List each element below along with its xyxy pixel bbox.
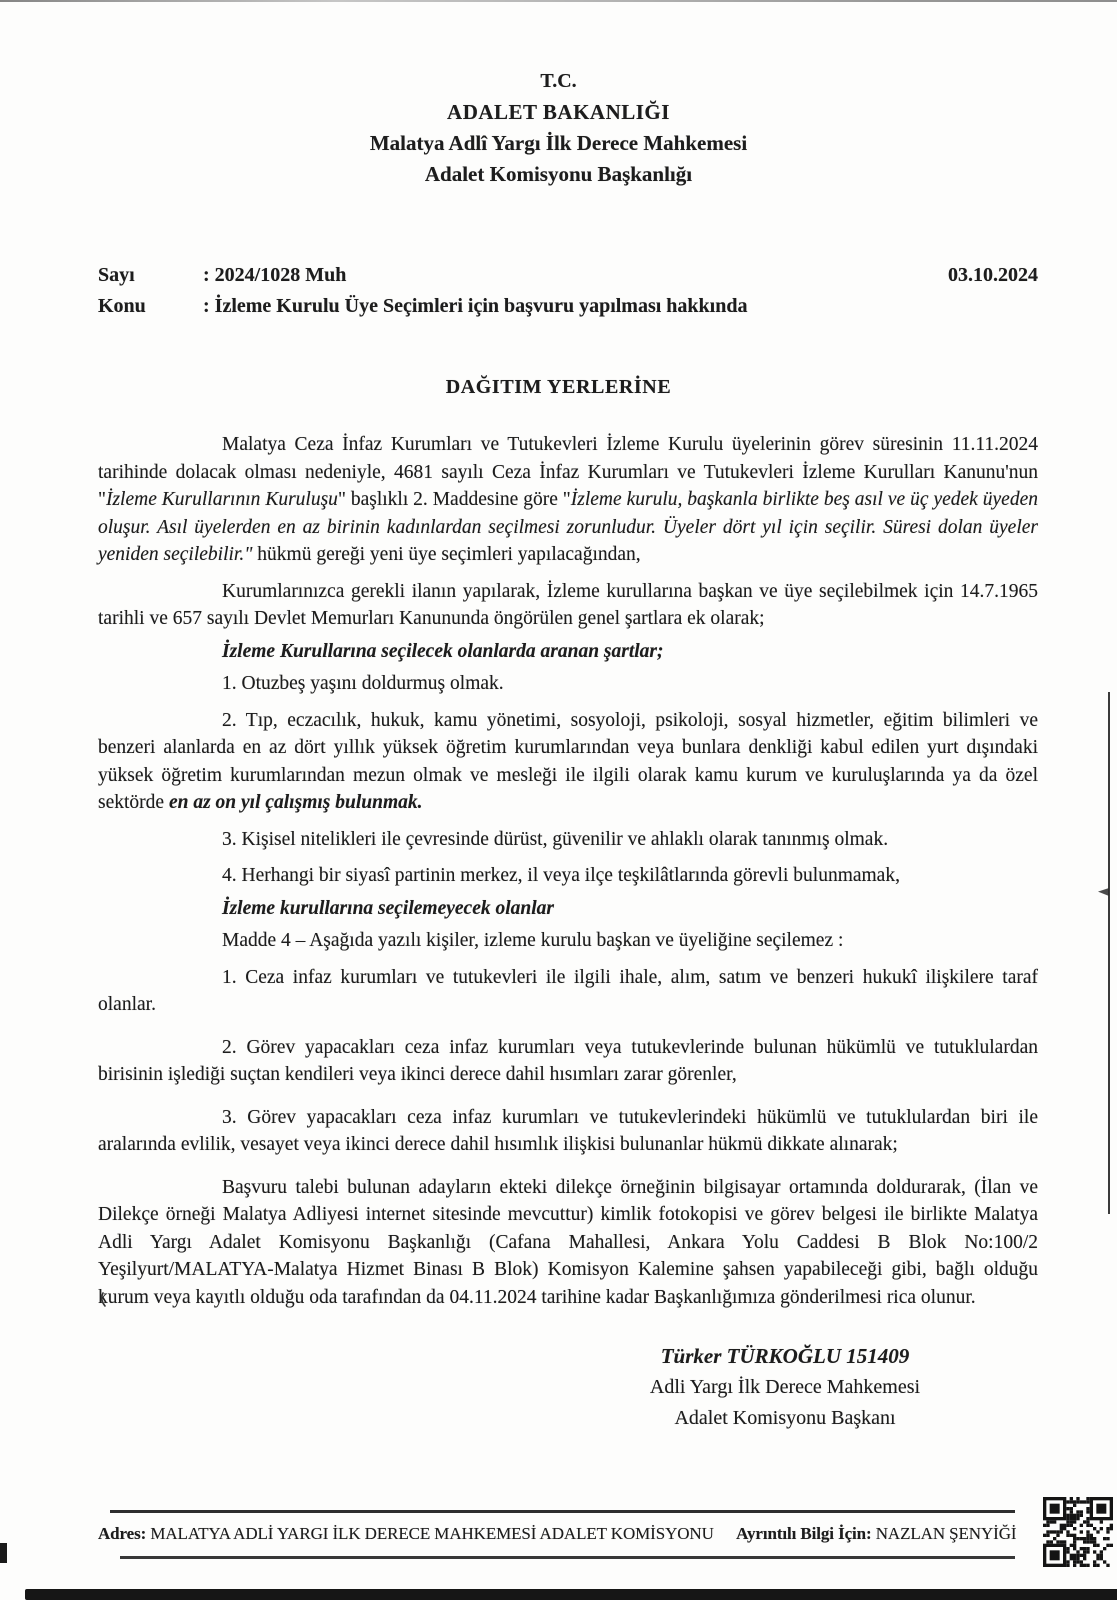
konu-row bbox=[98, 291, 1038, 322]
paragraph-segment: 3. Kişisel nitelikleri ile çevresinde dürüst, güvenilir ve ahlaklı olarak tanınmış olmak. bbox=[222, 828, 889, 850]
body-paragraph bbox=[98, 826, 1038, 854]
scan-artifact-bottom-bar bbox=[25, 1589, 1117, 1600]
body-paragraph bbox=[98, 578, 1038, 633]
scan-artifact-right-tick bbox=[1098, 888, 1109, 896]
paragraph-segment: 1. Otuzbeş yaşını doldurmuş olmak. bbox=[222, 673, 504, 694]
body-paragraph bbox=[98, 895, 1038, 923]
paragraph-segment: Malatya Ceza İnfaz Kurumları ve Tutukevleri İzleme Kurulu üyelerinin görev süresinin 11.11.2024 tarihinde dolacak olması nedeniyle, 4681 sayılı Ceza İnfaz Kurumları ve Tutukevleri İzleme Kurulları Kanunu'nun " bbox=[98, 434, 1038, 510]
body-paragraph bbox=[98, 927, 1038, 955]
paragraph-segment: İzleme kurullarına seçilemeyecek olanlar bbox=[222, 897, 555, 919]
footer-address: MALATYA ADLİ YARGI İLK DERECE MAHKEMESİ ADALET KOMİSYONU bbox=[150, 1524, 714, 1543]
paragraph-segment: Başvuru talebi bulunan adayların ekteki dilekçe örneğinin bilgisayar ortamında doldurarak, (İlan ve Dilekçe örneği Malatya Adliyesi internet sitesinde mevcuttur) kimlik fotokopisi ve görev belgesi ile birlikte Malatya Adli Yargı Adalet Komisyonu Başkanlığı (Cafana Mahallesi, Ankara Yolu Caddesi B Blok No:100/2 Yeşilyurt/MALATYA-Malatya Hizmet Binası B Blok) Komisyon Kalemine şahsen yapabileceği gibi, bağlı olduğu kurum veya kayıtlı olduğu oda tarafından da 04.11.2024 tarihine kadar Başkanlığımıza gönderilmesi rica olunur. bbox=[98, 1176, 1038, 1308]
qr-code-icon bbox=[1043, 1497, 1113, 1567]
sayi-row bbox=[98, 260, 1038, 291]
paragraph-segment: 3. Görev yapacakları ceza infaz kurumları ve tutukevlerindeki hükümlü ve tutuklulardan biri ile aralarında evlilik, vesayet veya ikinci derece dahil hısımlık ilişkisi bulunanlar hükmü dikkate alınarak; bbox=[98, 1106, 1038, 1155]
paragraph-segment: 4. Herhangi bir siyasî partinin merkez, il veya ilçe teşkilâtlarında görevli bulunmamak, bbox=[222, 865, 900, 886]
pen-mark bbox=[99, 1292, 109, 1308]
paragraph-segment: hükmü gereği yeni üye seçimleri yapılacağından, bbox=[252, 544, 641, 565]
document-date: 03.10.2024 bbox=[948, 264, 1038, 286]
document-body bbox=[98, 431, 1038, 1311]
distribution-heading: DAĞITIM YERLERİNE bbox=[445, 376, 672, 398]
paragraph-segment: İzleme Kurullarının Kuruluşu bbox=[105, 489, 338, 510]
paragraph-segment: Madde 4 – Aşağıda yazılı kişiler, izleme kurulu başkan ve üyeliğine seçilemez : bbox=[222, 930, 844, 951]
signatory-title-line1: Adli Yargı İlk Derece Mahkemesi bbox=[649, 1376, 921, 1398]
body-paragraph bbox=[98, 1104, 1038, 1159]
scan-edge-top bbox=[0, 0, 1117, 2]
body-paragraph bbox=[98, 670, 1038, 698]
letterhead-commission: Adalet Komisyonu Başkanlığı bbox=[424, 162, 693, 186]
signature-block bbox=[600, 1341, 970, 1434]
body-paragraph bbox=[98, 707, 1038, 817]
footer-info: NAZLAN ŞENYİĞİ bbox=[875, 1524, 1017, 1543]
paragraph-segment: 2. Görev yapacakları ceza infaz kurumları veya tutukevlerinde bulunan hükümlü ve tutuklulardan birisinin işlediği suçtan kendileri veya ikinci derece dahil hısımları zarar görenler, bbox=[98, 1036, 1038, 1085]
paragraph-segment: İzleme Kurullarına seçilecek olanlarda aranan şartlar; bbox=[222, 640, 664, 662]
footer-rule-bottom bbox=[120, 1556, 1015, 1559]
scan-artifact-left-mark bbox=[0, 1543, 7, 1563]
body-paragraph bbox=[98, 1174, 1038, 1312]
document-meta bbox=[98, 260, 1038, 322]
sayi-label: Sayı bbox=[98, 264, 135, 286]
body-paragraph bbox=[98, 638, 1038, 666]
letterhead-court: Malatya Adlî Yargı İlk Derece Mahkemesi bbox=[369, 131, 748, 155]
body-paragraph bbox=[98, 1034, 1038, 1089]
footer-text bbox=[98, 1524, 1028, 1544]
paragraph-segment: 2. Tıp, eczacılık, hukuk, kamu yönetimi, sosyoloji, psikoloji, sosyal hizmetler, eğitim bilimleri ve benzeri alanlarda en az dört yıllık yüksek öğretim kurumlarından veya bunlara denkliği kabul edilen yurt dışındaki yüksek öğretim kurumlarından mezun olmak ve mesleği ile ilgili olarak kamu kurum ve kuruluşlarında ya da özel sektörde bbox=[98, 709, 1038, 813]
footer-info-label: Ayrıntılı Bilgi İçin: bbox=[736, 1524, 872, 1543]
paragraph-segment: " başlıklı 2. Maddesine göre " bbox=[337, 489, 571, 510]
letterhead bbox=[0, 0, 1117, 190]
body-paragraph bbox=[98, 964, 1038, 1019]
letterhead-tc: T.C. bbox=[540, 70, 577, 92]
footer-rule-top bbox=[110, 1510, 1015, 1513]
footer-address-label: Adres: bbox=[98, 1524, 147, 1543]
konu-label: Konu bbox=[98, 295, 146, 317]
letterhead-ministry: ADALET BAKANLIĞI bbox=[447, 100, 670, 124]
paragraph-segment: İzleme kurulu, başkanla birlikte beş asıl ve üç yedek üyeden oluşur. Asıl üyelerden en az birinin kadınlardan seçilmesi zorunludur. Üyeler dört yıl için seçilir. Süresi dolan üyeler yeniden seçilebilir." bbox=[98, 489, 1038, 565]
signatory-name: Türker TÜRKOĞLU 151409 bbox=[660, 1344, 910, 1368]
konu-value: : İzleme Kurulu Üye Seçimleri için başvuru yapılması hakkında bbox=[203, 295, 748, 317]
paragraph-segment: Kurumlarınızca gerekli ilanın yapılarak, İzleme kurullarına başkan ve üye seçilebilmek için 14.7.1965 tarihli ve 657 sayılı Devlet Memurları Kanununda öngörülen genel şartlara ek olarak; bbox=[98, 580, 1038, 629]
paragraph-segment: en az on yıl çalışmış bulunmak. bbox=[168, 792, 423, 813]
body-paragraph bbox=[98, 862, 1038, 890]
signatory-title-line2: Adalet Komisyonu Başkanı bbox=[674, 1407, 896, 1429]
body-paragraph bbox=[98, 431, 1038, 569]
paragraph-segment: 1. Ceza infaz kurumları ve tutukevleri ile ilgili ihale, alım, satım ve benzeri hukukî ilişkilere taraf olanlar. bbox=[98, 966, 1038, 1015]
scan-artifact-right-line bbox=[1108, 692, 1110, 1214]
sayi-value: : 2024/1028 Muh bbox=[203, 264, 347, 286]
